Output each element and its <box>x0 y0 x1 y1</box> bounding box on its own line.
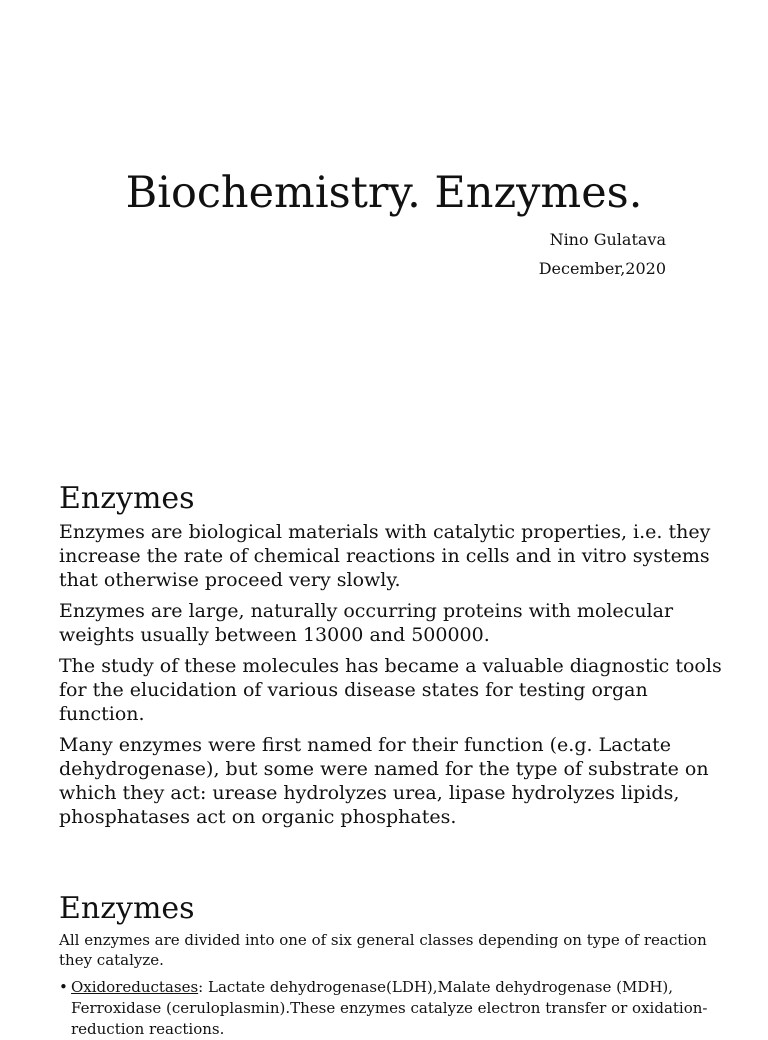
slide-heading: Enzymes <box>59 891 195 926</box>
bullet-list <box>59 977 727 1040</box>
slide-body <box>59 930 727 1040</box>
intro-text: All enzymes are divided into one of six general classes depending on type of reaction they catalyze. <box>59 931 707 969</box>
class-description: : Lactate dehydrogenase(LDH),Malate dehydrogenase (MDH), Ferroxidase (ceruloplasmin).These enzymes catalyze electron transfer or oxidation-reduction reactions. <box>71 978 708 1038</box>
paragraph: The study of these molecules has became a valuable diagnostic tools for the elucidation of various disease states for testing organ function. <box>59 655 722 725</box>
enzymes-overview-slide <box>0 454 768 874</box>
presentation-title: Biochemistry. Enzymes. <box>125 168 643 218</box>
enzyme-classes-slide <box>0 874 768 1038</box>
presentation-date: December,2020 <box>538 259 666 278</box>
paragraph: Many enzymes were first named for their function (e.g. Lactate dehydrogenase), but some were named for the type of substrate on which they act: urease hydrolyzes urea, lipase hydrolyzes lipids, phosphatases act on organic phosphates. <box>59 734 709 828</box>
slide-heading: Enzymes <box>59 481 195 516</box>
bullet-item <box>59 977 727 1040</box>
author-name: Nino Gulatava <box>549 230 666 249</box>
bullet-icon: • <box>59 978 68 996</box>
paragraph: Enzymes are large, naturally occurring proteins with molecular weights usually between 13000 and 500000. <box>59 600 674 646</box>
slide-body <box>59 520 727 836</box>
class-term: Oxidoreductases <box>71 978 199 996</box>
paragraph: Enzymes are biological materials with catalytic properties, i.e. they increase the rate of chemical reactions in cells and in vitro systems that otherwise proceed very slowly. <box>59 521 711 591</box>
title-slide <box>0 0 768 454</box>
